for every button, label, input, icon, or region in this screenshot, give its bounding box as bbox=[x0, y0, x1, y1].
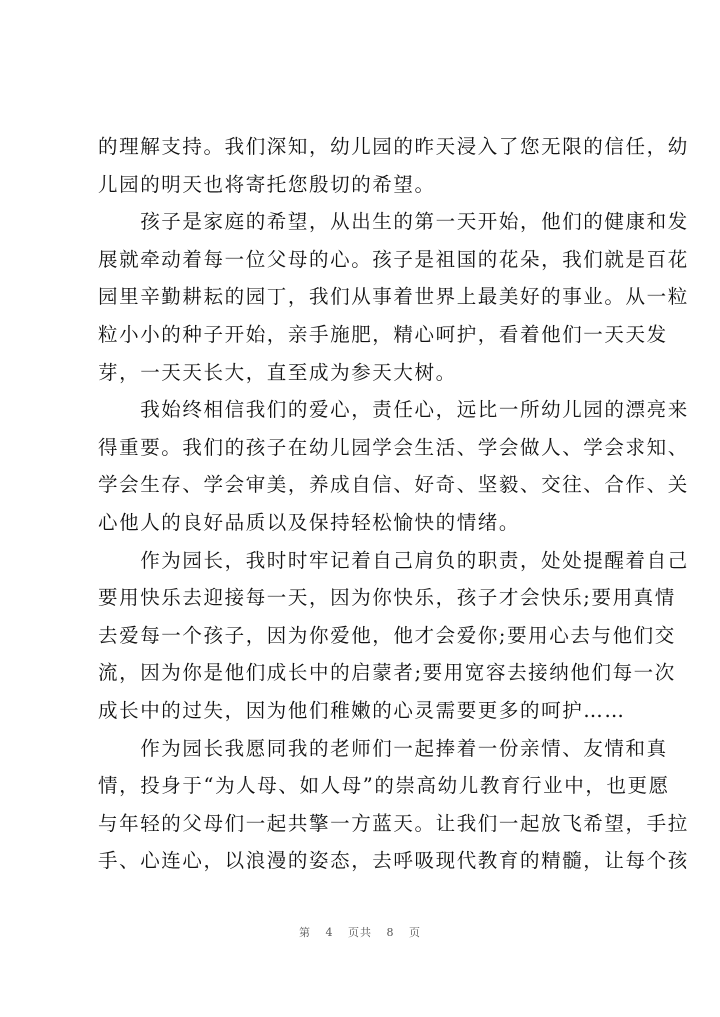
total-pages-number: 8 bbox=[386, 926, 395, 939]
text-line: 要用快乐去迎接每一天，因为你快乐，孩子才会快乐;要用真情 bbox=[98, 586, 676, 610]
text-line: 园里辛勤耕耘的园丁，我们从事着世界上最美好的事业。从一粒 bbox=[98, 285, 689, 309]
page-footer bbox=[0, 924, 720, 940]
text-line: 与年轻的父母们一起共擎一方蓝天。让我们一起放飞希望，手拉 bbox=[98, 811, 689, 835]
text-line: 作为园长，我时时牢记着自己肩负的职责，处处提醒着自己 bbox=[98, 548, 689, 572]
text-line: 流，因为你是他们成长中的启蒙者;要用宽容去接纳他们每一次 bbox=[98, 661, 676, 685]
text-line: 儿园的明天也将寄托您殷切的希望。 bbox=[98, 172, 436, 196]
text-line: 得重要。我们的孩子在幼儿园学会生活、学会做人、学会求知、 bbox=[98, 435, 689, 459]
text-line: 的理解支持。我们深知，幼儿园的昨天浸入了您无限的信任，幼 bbox=[98, 135, 689, 158]
text-line: 去爱每一个孩子，因为你爱他，他才会爱你;要用心去与他们交 bbox=[98, 623, 676, 647]
text-line: 成长中的过失，因为他们稚嫩的心灵需要更多的呵护…… bbox=[98, 698, 626, 722]
text-line: 芽，一天天长大，直至成为参天大树。 bbox=[98, 360, 457, 384]
text-line: 粒小小的种子开始，亲手施肥，精心呵护，看着他们一天天发 bbox=[98, 322, 668, 346]
text-line: 孩子是家庭的希望，从出生的第一天开始，他们的健康和发 bbox=[98, 210, 689, 234]
text-line: 我始终相信我们的爱心，责任心，远比一所幼儿园的漂亮来 bbox=[98, 398, 689, 422]
page-label-suffix: 页 bbox=[409, 926, 421, 939]
document-body bbox=[98, 128, 689, 880]
text-line: 展就牵动着每一位父母的心。孩子是祖国的花朵，我们就是百花 bbox=[98, 247, 689, 271]
text-line: 情，投身于“为人母、如人母”的崇高幼儿教育行业中，也更愿 bbox=[98, 774, 670, 798]
text-line: 心他人的良好品质以及保持轻松愉快的情绪。 bbox=[98, 510, 521, 534]
text-line: 手、心连心，以浪漫的姿态，去呼吸现代教育的精髓，让每个孩 bbox=[98, 849, 689, 873]
text-line: 作为园长我愿同我的老师们一起捧着一份亲情、友情和真 bbox=[98, 736, 668, 760]
text-line: 学会生存、学会审美，养成自信、好奇、坚毅、交往、合作、关 bbox=[98, 473, 689, 497]
page-label-prefix: 第 bbox=[299, 926, 311, 939]
current-page-number: 4 bbox=[325, 926, 334, 939]
page-label-mid: 页共 bbox=[348, 926, 372, 939]
